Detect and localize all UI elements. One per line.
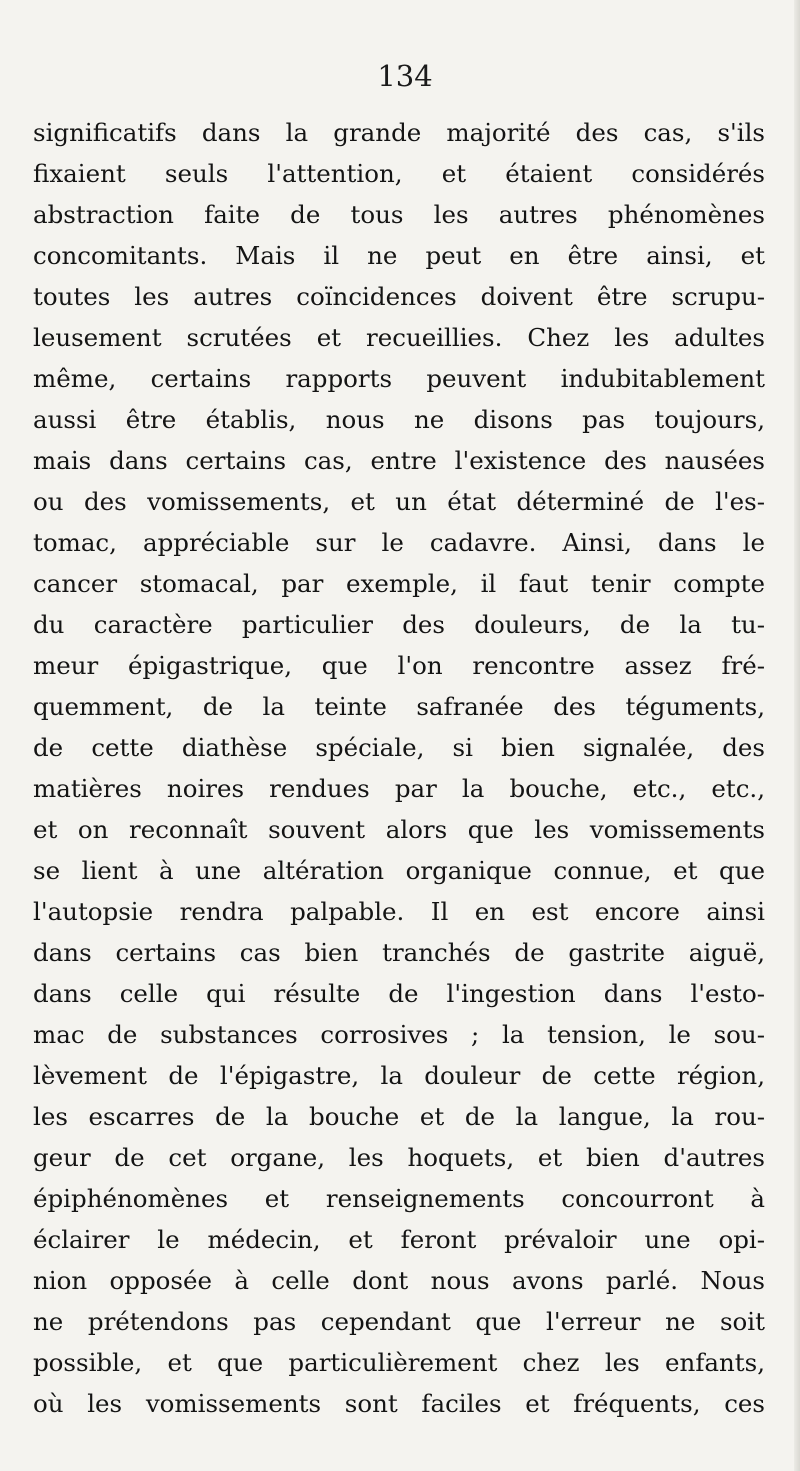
text-line: concomitants. Mais il ne peut en être ainsi, et [33, 241, 765, 270]
text-line: les escarres de la bouche et de la langue, la rou- [33, 1102, 765, 1131]
text-line: se lient à une altération organique connue, et que [33, 856, 765, 885]
text-line: et on reconnaît souvent alors que les vomissements [33, 815, 765, 844]
text-line: quemment, de la teinte safranée des téguments, [33, 692, 765, 721]
text-line: leusement scrutées et recueillies. Chez les adultes [33, 323, 765, 352]
text-line: aussi être établis, nous ne disons pas toujours, [33, 405, 765, 434]
page-number: 134 [377, 59, 433, 93]
page-edge-shadow [794, 0, 800, 1471]
text-line: épiphénomènes et renseignements concourront à [33, 1184, 765, 1213]
text-line: ne prétendons pas cependant que l'erreur ne soit [33, 1307, 765, 1336]
text-line: cancer stomacal, par exemple, il faut tenir compte [33, 569, 765, 598]
text-line: fixaient seuls l'attention, et étaient considérés [33, 159, 765, 188]
text-line: de cette diathèse spéciale, si bien signalée, des [33, 733, 765, 762]
text-line: abstraction faite de tous les autres phénomènes [33, 200, 765, 229]
text-line: dans celle qui résulte de l'ingestion dans l'esto- [33, 979, 765, 1008]
text-line: mais dans certains cas, entre l'existence des nausées [33, 446, 765, 475]
text-line: où les vomissements sont faciles et fréquents, ces [33, 1389, 765, 1418]
text-line: nion opposée à celle dont nous avons parlé. Nous [33, 1266, 765, 1295]
text-line: mac de substances corrosives ; la tension, le sou- [33, 1020, 765, 1049]
text-line: dans certains cas bien tranchés de gastrite aiguë, [33, 938, 765, 967]
text-line: geur de cet organe, les hoquets, et bien d'autres [33, 1143, 765, 1172]
text-line: lèvement de l'épigastre, la douleur de cette région, [33, 1061, 765, 1090]
text-line: du caractère particulier des douleurs, de la tu- [33, 610, 765, 639]
text-line: l'autopsie rendra palpable. Il en est encore ainsi [33, 897, 765, 926]
text-line: significatifs dans la grande majorité des cas, s'ils [33, 118, 765, 147]
text-line: ou des vomissements, et un état déterminé de l'es- [33, 487, 765, 516]
text-line: tomac, appréciable sur le cadavre. Ainsi, dans le [33, 528, 765, 557]
text-line: éclairer le médecin, et feront prévaloir une opi- [33, 1225, 765, 1254]
text-line: meur épigastrique, que l'on rencontre assez fré- [33, 651, 765, 680]
text-line: toutes les autres coïncidences doivent être scrupu- [33, 282, 765, 311]
body-text [33, 112, 765, 1424]
text-line: matières noires rendues par la bouche, etc., etc., [33, 774, 765, 803]
text-line: possible, et que particulièrement chez les enfants, [33, 1348, 765, 1377]
text-line: même, certains rapports peuvent indubitablement [33, 364, 765, 393]
